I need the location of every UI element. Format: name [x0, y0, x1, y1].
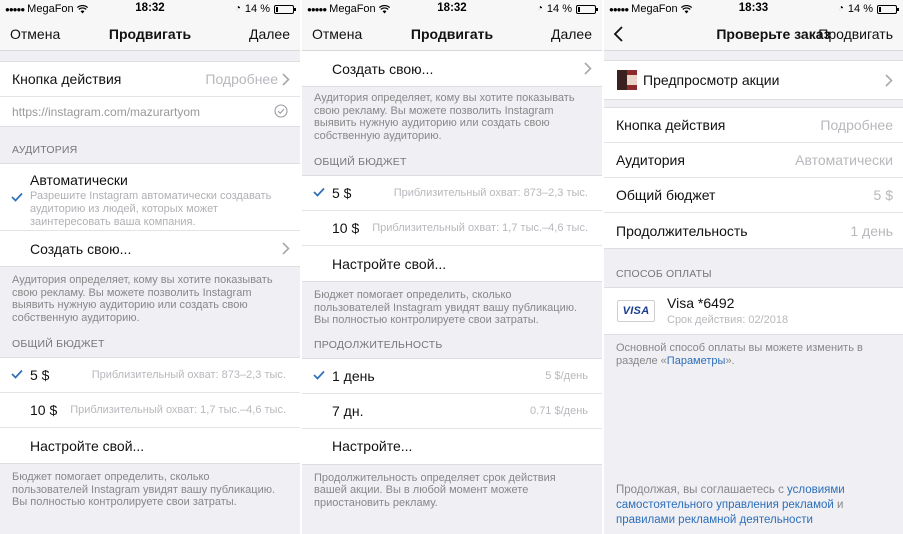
- terms-text-start: Продолжая, вы соглашаетесь с: [616, 484, 788, 496]
- chevron-right-icon: [282, 242, 290, 255]
- cancel-button[interactable]: Отмена: [10, 26, 61, 42]
- audience-auto-label: Автоматически: [30, 172, 128, 188]
- budget-caption: Бюджет помогает определить, сколько пользователей Instagram увидят вашу публикацию. Вы полностью контролируете свои затраты.: [314, 289, 578, 326]
- screen-promote-budget: [302, 0, 602, 534]
- summary-label: Аудитория: [616, 152, 685, 168]
- url-row[interactable]: [0, 97, 300, 126]
- orientation-lock-icon: ◔: [536, 3, 543, 14]
- summary-value: 1 день: [850, 222, 893, 239]
- next-button[interactable]: Далее: [248, 26, 290, 42]
- payment-section: [604, 287, 903, 335]
- carrier-label: MegaFon: [27, 3, 74, 15]
- summary-label: Общий бюджет: [616, 187, 716, 203]
- payment-caption-end: ».: [725, 354, 735, 367]
- duration-option-7-days[interactable]: [302, 394, 602, 429]
- duration-price-hint: 0.71 $/день: [530, 404, 588, 417]
- checkmark-icon: [313, 370, 325, 380]
- budget-option-label: 10 $: [30, 402, 58, 418]
- checkmark-icon: [11, 192, 23, 202]
- budget-option-label: 5 $: [332, 185, 352, 201]
- budget-reach-hint: Приблизительный охват: 1,7 тыс.–4,6 тыс.: [372, 222, 588, 234]
- visa-card-icon: VISA: [617, 300, 655, 322]
- battery-percent: 14 %: [244, 3, 270, 15]
- budget-reach-hint: Приблизительный охват: 873–2,3 тыс.: [393, 187, 588, 199]
- budget-reach-hint: Приблизительный охват: 873–2,3 тыс.: [91, 369, 286, 381]
- cancel-button[interactable]: Отмена: [312, 26, 363, 42]
- page-title: Проверьте заказ: [716, 26, 831, 42]
- preview-section: [604, 60, 903, 100]
- orientation-lock-icon: ◔: [837, 3, 844, 14]
- preview-row[interactable]: [604, 61, 903, 99]
- create-audience-row[interactable]: [0, 231, 300, 266]
- duration-option-label: 1 день: [332, 367, 375, 384]
- checkmark-icon: [11, 369, 23, 379]
- budget-section: [0, 357, 300, 464]
- card-name: Visa *6492: [667, 295, 735, 311]
- nav-bar: [604, 17, 903, 51]
- budget-option-5[interactable]: [0, 358, 300, 393]
- summary-row: [604, 178, 903, 213]
- summary-value: 5 $: [873, 187, 893, 203]
- chevron-right-icon: [282, 73, 290, 86]
- summary-row: [604, 213, 903, 248]
- create-audience-label: Создать свою...: [30, 240, 132, 257]
- chevron-right-icon: [885, 74, 893, 87]
- status-bar: [302, 0, 602, 17]
- custom-budget-label: Настройте свой...: [332, 255, 447, 272]
- budget-header: ОБЩИЙ БЮДЖЕТ: [12, 338, 105, 350]
- battery-icon: [877, 5, 897, 14]
- battery-icon: [274, 5, 294, 14]
- signal-dots-icon: ●●●●●: [307, 4, 327, 14]
- status-time: 18:32: [135, 2, 165, 14]
- budget-reach-hint: Приблизительный охват: 1,7 тыс.–4,6 тыс.: [70, 404, 286, 416]
- summary-section: [604, 107, 903, 249]
- payment-method-row[interactable]: [604, 288, 903, 334]
- custom-duration-label: Настройте...: [332, 438, 413, 454]
- summary-row: [604, 143, 903, 178]
- audience-auto-desc: Разрешите Instagram автоматически создавать аудиторию из людей, которых может заинтересовать ваша компания.: [30, 190, 272, 228]
- summary-label: Кнопка действия: [616, 117, 726, 133]
- screen-promote-settings: [0, 0, 300, 534]
- create-audience-label: Создать свою...: [332, 60, 434, 77]
- action-button-row[interactable]: [0, 62, 300, 97]
- preview-label: Предпросмотр акции: [643, 72, 780, 88]
- page-title: Продвигать: [108, 26, 192, 42]
- status-time: 18:32: [437, 2, 467, 14]
- summary-value: Автоматически: [795, 152, 893, 168]
- create-audience-row[interactable]: [302, 51, 602, 86]
- budget-option-label: 10 $: [332, 220, 360, 236]
- payment-caption-text: Основной способ оплаты вы можете изменить в разделе «: [616, 342, 863, 367]
- post-thumbnail: [617, 70, 637, 90]
- custom-duration-row[interactable]: [302, 429, 602, 464]
- carrier-label: MegaFon: [329, 3, 376, 15]
- audience-caption: Аудитория определяет, кому вы хотите показывать свою рекламу. Вы можете позволить Instagram выявить нужную аудиторию или создать свою собственную аудиторию.: [314, 92, 575, 142]
- battery-percent: 14 %: [847, 3, 873, 15]
- screen-review-order: [604, 0, 903, 534]
- budget-option-5[interactable]: [302, 176, 602, 211]
- nav-bar: [0, 17, 300, 51]
- duration-option-label: 7 дн.: [332, 402, 364, 419]
- circle-check-icon: [274, 104, 288, 118]
- action-button-value: Подробнее: [205, 71, 278, 87]
- status-bar: [0, 0, 300, 17]
- self-serve-terms-link[interactable]: условиями самостоятельного управления рекламой: [616, 484, 845, 511]
- checkmark-icon: [313, 187, 325, 197]
- budget-option-label: 5 $: [30, 367, 50, 383]
- budget-header: ОБЩИЙ БЮДЖЕТ: [314, 156, 407, 168]
- nav-bar: [302, 17, 602, 51]
- duration-section: [302, 358, 602, 465]
- signal-dots-icon: ●●●●●: [609, 4, 629, 14]
- orientation-lock-icon: ◔: [234, 3, 241, 14]
- audience-section: [302, 51, 602, 87]
- signal-dots-icon: ●●●●●: [5, 4, 25, 14]
- summary-row: [604, 108, 903, 143]
- page-title: Продвигать: [410, 26, 494, 42]
- chevron-right-icon: [584, 62, 592, 75]
- promote-button[interactable]: Продвигать: [818, 26, 893, 42]
- terms-text: [604, 483, 903, 528]
- battery-icon: [576, 5, 596, 14]
- custom-budget-row[interactable]: [0, 428, 300, 463]
- duration-option-1-day[interactable]: [302, 359, 602, 394]
- duration-caption: Продолжительность определяет срок действия вашей акции. Вы в любой момент можете приостановить рекламу.: [314, 471, 556, 509]
- summary-label: Продолжительность: [616, 222, 748, 239]
- card-expiry: Срок действия: 02/2018: [667, 314, 789, 326]
- custom-budget-row[interactable]: [302, 246, 602, 281]
- payment-caption: [604, 342, 903, 367]
- audience-header: АУДИТОРИЯ: [12, 144, 78, 156]
- website-url: https://instagram.com/mazurartyom: [12, 104, 201, 119]
- carrier-label: MegaFon: [631, 3, 678, 15]
- budget-option-10[interactable]: [0, 393, 300, 428]
- custom-budget-label: Настройте свой...: [30, 437, 145, 454]
- settings-link[interactable]: Параметры: [666, 354, 726, 367]
- duration-header: ПРОДОЛЖИТЕЛЬНОСТЬ: [314, 338, 443, 351]
- status-time: 18:33: [738, 2, 769, 14]
- audience-auto-option[interactable]: [0, 164, 300, 231]
- budget-option-10[interactable]: [302, 211, 602, 246]
- budget-section: [302, 175, 602, 282]
- terms-text-and: и: [833, 499, 844, 511]
- duration-price-hint: 5 $/день: [545, 369, 588, 382]
- action-button-label: Кнопка действия: [12, 71, 122, 87]
- audience-caption: Аудитория определяет, кому вы хотите показывать свою рекламу. Вы можете позволить Instagram выявить нужную аудиторию или создать свою собственную аудиторию.: [12, 274, 273, 324]
- next-button[interactable]: Далее: [550, 26, 592, 42]
- back-chevron-icon[interactable]: [612, 25, 626, 43]
- audience-section: [0, 163, 300, 267]
- summary-value: Подробнее: [820, 117, 893, 133]
- battery-percent: 14 %: [546, 3, 572, 15]
- status-bar: [604, 0, 903, 17]
- payment-header: СПОСОБ ОПЛАТЫ: [616, 268, 712, 280]
- action-section: [0, 61, 300, 127]
- ad-policy-link[interactable]: правилами рекламной деятельности: [616, 514, 813, 526]
- budget-caption: Бюджет помогает определить, сколько пользователей Instagram увидят вашу публикацию. Вы полностью контролируете свои затраты.: [12, 471, 276, 508]
